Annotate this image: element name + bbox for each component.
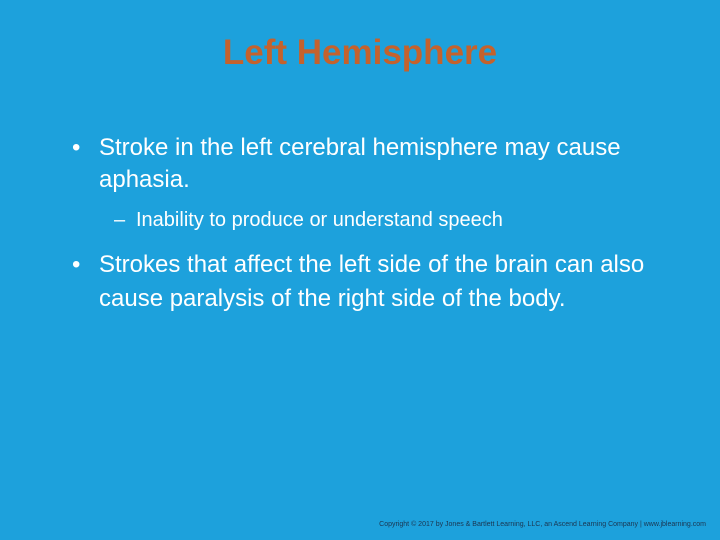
slide-title: Left Hemisphere [222, 33, 498, 72]
bullet-marker: • [72, 251, 81, 278]
copyright-footer: Copyright © 2017 by Jones & Bartlett Learning, LLC, an Ascend Learning Company | www.jblearning.com [379, 521, 706, 528]
sub-bullet-text: Inability to produce or understand speech [136, 209, 503, 231]
bullet-text: Stroke in the left cerebral hemisphere may cause aphasia. [99, 134, 621, 193]
sub-bullet-marker: – [114, 209, 126, 231]
bullet-marker: • [72, 134, 81, 161]
bullet-text: Strokes that affect the left side of the brain can also cause paralysis of the right side of the body. [99, 251, 645, 312]
